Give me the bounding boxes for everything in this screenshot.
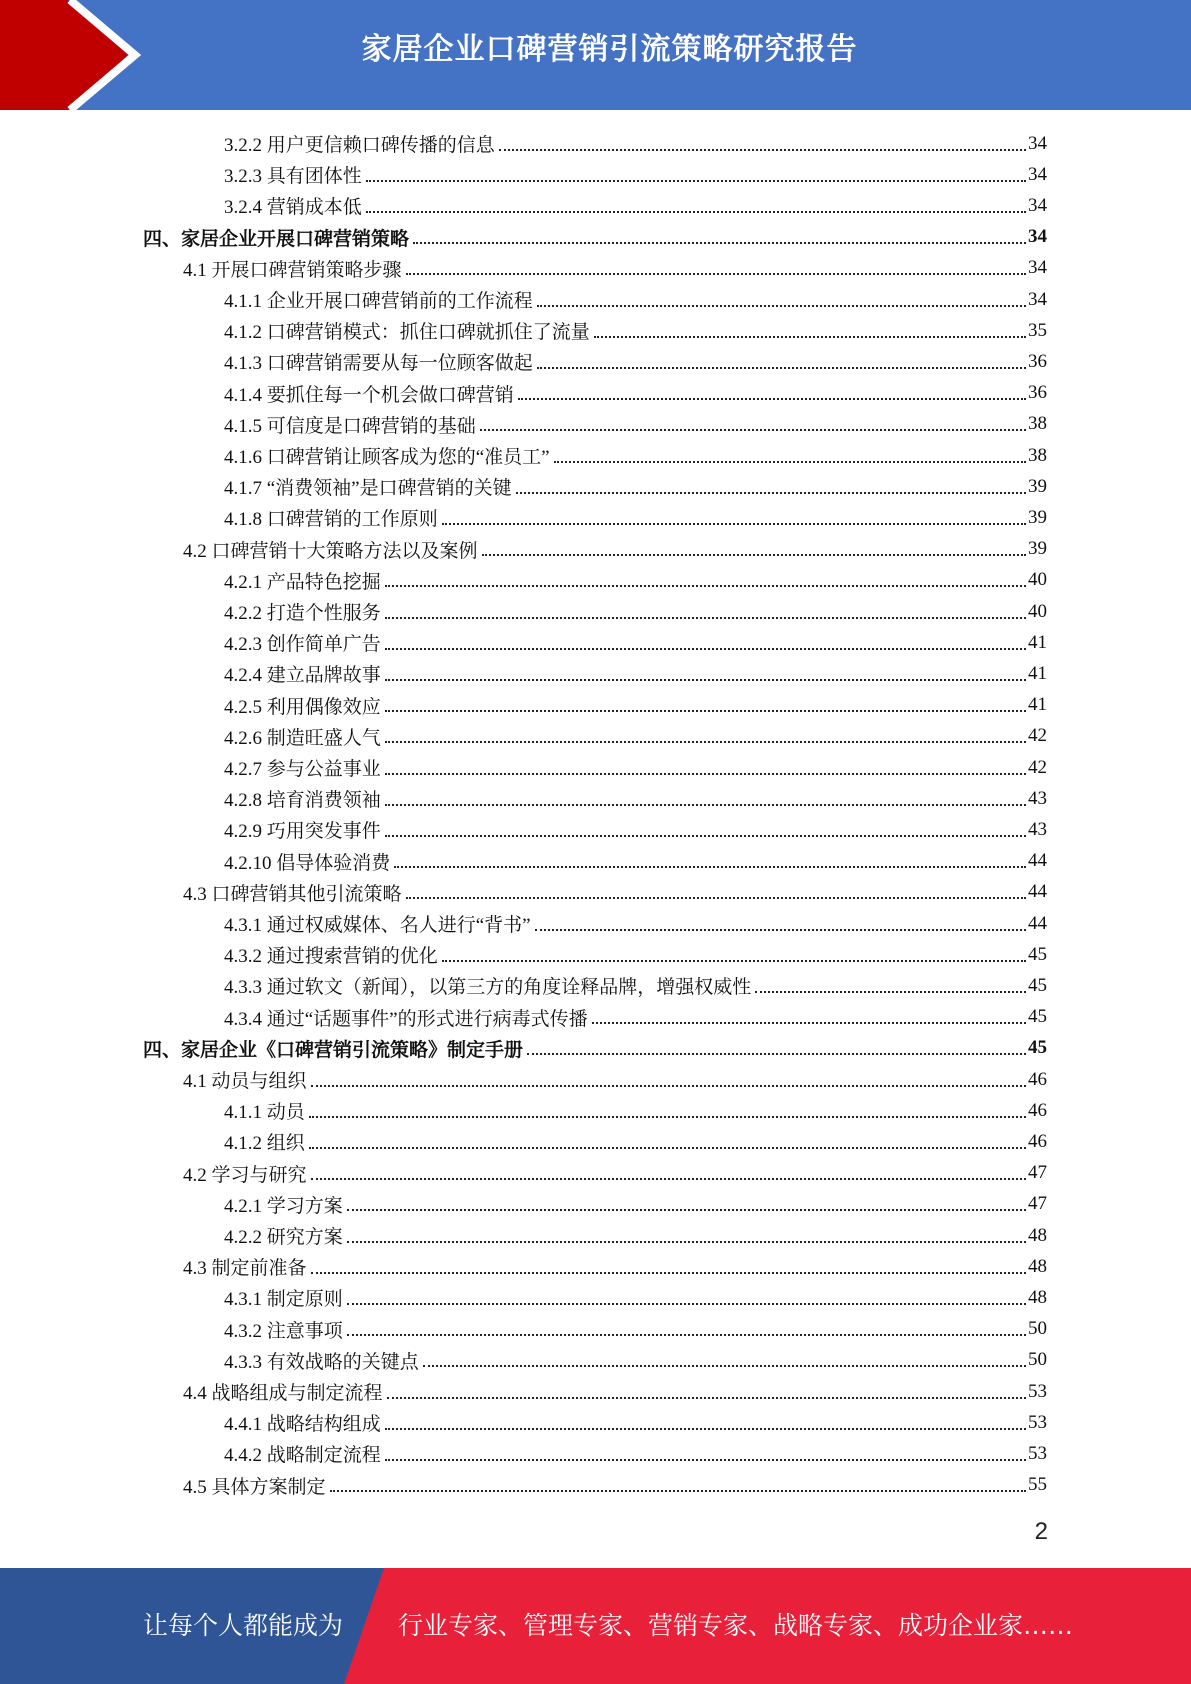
toc-entry[interactable] [224, 346, 1047, 377]
toc-entry[interactable] [224, 1189, 1047, 1220]
toc-entry-page: 39 [1028, 475, 1047, 497]
toc-entry-title: 4.2.8 培育消费领袖 [224, 790, 381, 812]
toc-dot-leader [423, 1365, 1026, 1367]
toc-entry[interactable] [224, 1345, 1047, 1376]
toc-dot-leader [385, 804, 1026, 806]
toc-entry-page: 50 [1028, 1349, 1047, 1371]
toc-entry[interactable] [224, 284, 1047, 315]
toc-entry[interactable] [224, 690, 1047, 721]
toc-entry[interactable] [143, 222, 1047, 253]
toc-entry-title: 4.3.1 通过权威媒体、名人进行“背书” [224, 915, 531, 936]
toc-entry-page: 45 [1028, 943, 1047, 965]
toc-entry-title: 4.2.7 参与公益事业 [224, 759, 381, 780]
toc-entry-title: 4.3.2 注意事项 [224, 1320, 343, 1342]
toc-entry[interactable] [224, 565, 1047, 596]
toc-dot-leader [442, 523, 1026, 525]
toc-entry[interactable] [224, 721, 1047, 752]
toc-entry-title: 4.1 开展口碑营销策略步骤 [183, 259, 402, 281]
toc-entry-page: 40 [1028, 600, 1047, 622]
toc-entry-page: 44 [1028, 881, 1047, 903]
toc-entry-title: 4.2.3 创作简单广告 [224, 634, 381, 656]
toc-entry-title: 四、家居企业开展口碑营销策略 [143, 228, 410, 250]
toc-dot-leader [385, 1428, 1026, 1430]
toc-entry[interactable] [224, 783, 1047, 814]
toc-entry-page: 45 [1028, 1037, 1047, 1059]
toc-dot-leader [518, 398, 1026, 400]
toc-entry-title: 3.2.4 营销成本低 [224, 197, 362, 219]
toc-entry-title: 4.3.2 通过搜索营销的优化 [224, 946, 438, 968]
footer-slogan-left: 让每个人都能成为 [143, 1611, 344, 1640]
toc-entry-title: 4.4 战略组成与制定流程 [183, 1383, 383, 1404]
toc-entry-page: 38 [1028, 444, 1047, 466]
toc-dot-leader [406, 273, 1026, 275]
toc-dot-leader [347, 1241, 1026, 1243]
toc-dot-leader [347, 1334, 1026, 1336]
toc-entry-page: 47 [1028, 1193, 1047, 1215]
toc-dot-leader [537, 305, 1026, 307]
toc-entry[interactable] [224, 409, 1047, 440]
toc-dot-leader [366, 180, 1026, 182]
toc-entry[interactable] [224, 596, 1047, 627]
toc-entry-page: 45 [1028, 974, 1047, 996]
toc-dot-leader [311, 1178, 1026, 1180]
toc-entry-title: 4.2 学习与研究 [183, 1164, 307, 1186]
toc-entry-title: 4.1.1 企业开展口碑营销前的工作流程 [224, 291, 533, 312]
toc-dot-leader [385, 741, 1026, 743]
toc-entry-page: 36 [1028, 382, 1047, 404]
toc-entry-title: 4.2.9 巧用突发事件 [224, 821, 381, 843]
toc-entry-title: 4.1.3 口碑营销需要从每一位顾客做起 [224, 353, 533, 375]
toc-entry-page: 36 [1028, 350, 1047, 372]
toc-entry-title: 4.4.2 战略制定流程 [224, 1445, 381, 1467]
toc-dot-leader [554, 461, 1026, 463]
toc-entry[interactable] [183, 1470, 1047, 1501]
toc-entry-title: 4.3.3 通过软文（新闻），以第三方的角度诠释品牌，增强权威性 [224, 977, 752, 999]
toc-entry-title: 4.1.5 可信度是口碑营销的基础 [224, 415, 476, 437]
toc-entry[interactable] [224, 1438, 1047, 1469]
toc-dot-leader [537, 367, 1026, 369]
toc-entry-page: 53 [1028, 1442, 1047, 1464]
toc-entry[interactable] [224, 1002, 1047, 1033]
toc-entry[interactable] [224, 471, 1047, 502]
toc-entry-page: 34 [1028, 163, 1047, 185]
toc-dot-leader [347, 1209, 1026, 1211]
toc-entry-page: 39 [1028, 506, 1047, 528]
toc-entry-title: 4.2.5 利用偶像效应 [224, 696, 381, 718]
toc-entry[interactable] [183, 253, 1047, 284]
toc-entry-title: 4.1 动员与组织 [183, 1071, 307, 1092]
toc-entry-title: 4.1.1 动员 [224, 1102, 305, 1124]
toc-entry-page: 43 [1028, 818, 1047, 840]
toc-dot-leader [385, 585, 1026, 587]
toc-entry-page: 55 [1028, 1474, 1047, 1496]
toc-entry-page: 42 [1028, 725, 1047, 747]
toc-dot-leader [516, 492, 1026, 494]
toc-entry-title: 4.1.4 要抓住每一个机会做口碑营销 [224, 384, 514, 406]
toc-dot-leader [385, 617, 1026, 619]
toc-entry-title: 4.2.2 打造个性服务 [224, 603, 381, 624]
toc-entry-title: 4.1.2 组织 [224, 1133, 305, 1155]
toc-dot-leader [385, 835, 1026, 837]
toc-entry-page: 46 [1028, 1130, 1047, 1152]
document-title: 家居企业口碑营销引流策略研究报告 [361, 32, 858, 67]
toc-entry-title: 4.2.1 学习方案 [224, 1195, 343, 1217]
toc-entry[interactable] [183, 1064, 1047, 1095]
toc-entry-page: 47 [1028, 1162, 1047, 1184]
toc-entry[interactable] [224, 627, 1047, 658]
toc-entry[interactable] [224, 1282, 1047, 1313]
toc-entry[interactable] [183, 1376, 1047, 1407]
toc-entry-title: 4.3 制定前准备 [183, 1258, 307, 1280]
toc-entry-page: 41 [1028, 631, 1047, 653]
toc-entry-title: 4.2.4 建立品牌故事 [224, 665, 381, 687]
toc-entry[interactable] [143, 1033, 1047, 1064]
toc-entry-page: 48 [1028, 1286, 1047, 1308]
toc-entry-page: 41 [1028, 662, 1047, 684]
toc-dot-leader [394, 866, 1026, 868]
toc-dot-leader [309, 1116, 1026, 1118]
toc-dot-leader [442, 960, 1026, 962]
toc-dot-leader [311, 1272, 1026, 1274]
toc-dot-leader [385, 679, 1026, 681]
toc-dot-leader [592, 1022, 1026, 1024]
toc-entry[interactable] [224, 970, 1047, 1001]
toc-entry-title: 4.2 口碑营销十大策略方法以及案例 [183, 540, 478, 562]
toc-entry[interactable] [224, 658, 1047, 689]
toc-entry[interactable] [224, 1095, 1047, 1126]
toc-entry-page: 44 [1028, 850, 1047, 872]
toc-dot-leader [499, 149, 1026, 151]
toc-entry-page: 44 [1028, 912, 1047, 934]
toc-entry-title: 4.1.7 “消费领袖”是口碑营销的关键 [224, 478, 512, 500]
toc-entry-page: 34 [1028, 226, 1047, 248]
toc-dot-leader [330, 1490, 1026, 1492]
toc-entry[interactable] [224, 128, 1047, 159]
toc-entry[interactable] [224, 1314, 1047, 1345]
toc-dot-leader [385, 648, 1026, 650]
toc-entry[interactable] [183, 1158, 1047, 1189]
toc-entry[interactable] [224, 814, 1047, 845]
toc-entry-page: 42 [1028, 756, 1047, 778]
toc-entry-title: 4.3 口碑营销其他引流策略 [183, 883, 402, 905]
toc-dot-leader [366, 211, 1026, 213]
toc-entry-page: 48 [1028, 1224, 1047, 1246]
toc-entry-title: 4.2.2 研究方案 [224, 1227, 343, 1248]
toc-entry-page: 39 [1028, 538, 1047, 560]
toc-entry-title: 3.2.3 具有团体性 [224, 166, 362, 188]
toc-entry-title: 4.3.1 制定原则 [224, 1289, 343, 1311]
footer-slogan-right: 行业专家、管理专家、营销专家、战略专家、成功企业家…… [398, 1611, 1074, 1640]
toc-entry-title: 4.2.6 制造旺盛人气 [224, 727, 381, 749]
toc-entry[interactable] [183, 877, 1047, 908]
toc-entry-title: 4.2.1 产品特色挖掘 [224, 571, 381, 593]
toc-entry[interactable] [183, 534, 1047, 565]
toc-entry[interactable] [224, 1220, 1047, 1251]
toc-dot-leader [309, 1147, 1026, 1149]
toc-entry[interactable] [224, 908, 1047, 939]
toc-dot-leader [535, 929, 1026, 931]
toc-entry[interactable] [224, 1126, 1047, 1157]
toc-entry-page: 48 [1028, 1255, 1047, 1277]
toc-entry-page: 41 [1028, 694, 1047, 716]
toc-entry[interactable] [224, 440, 1047, 471]
toc-entry[interactable] [224, 846, 1047, 877]
toc-entry[interactable] [183, 1251, 1047, 1282]
page-number: 2 [1034, 1518, 1048, 1545]
toc-entry-title: 4.3.3 有效战略的关键点 [224, 1351, 419, 1373]
toc-dot-leader [385, 710, 1026, 712]
toc-entry-page: 34 [1028, 288, 1047, 310]
toc-entry[interactable] [224, 752, 1047, 783]
toc-entry-page: 34 [1028, 257, 1047, 279]
toc-entry[interactable] [224, 190, 1047, 221]
toc-entry[interactable] [224, 378, 1047, 409]
toc-dot-leader [347, 1303, 1026, 1305]
toc-dot-leader [527, 1053, 1026, 1055]
toc-entry-page: 35 [1028, 319, 1047, 341]
toc-dot-leader [385, 1459, 1026, 1461]
toc-entry-title: 四、家居企业《口碑营销引流策略》制定手册 [143, 1039, 524, 1061]
toc-entry-title: 4.1.6 口碑营销让顾客成为您的“准员工” [224, 447, 550, 468]
toc-dot-leader [385, 773, 1026, 775]
toc-dot-leader [755, 991, 1026, 993]
toc-entry-title: 4.2.10 倡导体验消费 [224, 852, 391, 874]
toc-entry-page: 34 [1028, 132, 1047, 154]
toc-entry-page: 45 [1028, 1006, 1047, 1028]
toc-dot-leader [387, 1397, 1026, 1399]
toc-dot-leader [480, 429, 1026, 431]
toc-entry-page: 34 [1028, 194, 1047, 216]
toc-dot-leader [413, 242, 1026, 244]
toc-entry-page: 38 [1028, 413, 1047, 435]
toc-entry-title: 3.2.2 用户更信赖口碑传播的信息 [224, 135, 495, 156]
toc-entry-title: 4.5 具体方案制定 [183, 1476, 326, 1498]
toc-entry-title: 4.1.2 口碑营销模式：抓住口碑就抓住了流量 [224, 322, 590, 344]
toc-dot-leader [311, 1085, 1026, 1087]
toc-dot-leader [482, 554, 1026, 556]
toc-entry-page: 53 [1028, 1411, 1047, 1433]
page-footer [0, 1568, 1191, 1684]
toc-entry[interactable] [224, 159, 1047, 190]
toc-entry-title: 4.3.4 通过“话题事件”的形式进行病毒式传播 [224, 1008, 588, 1030]
toc-entry[interactable] [224, 939, 1047, 970]
toc-dot-leader [594, 336, 1026, 338]
toc-entry-page: 46 [1028, 1099, 1047, 1121]
toc-entry-page: 46 [1028, 1068, 1047, 1090]
toc-entry[interactable] [224, 1407, 1047, 1438]
toc-entry-page: 43 [1028, 787, 1047, 809]
toc-entry-page: 50 [1028, 1318, 1047, 1340]
toc-entry-page: 53 [1028, 1380, 1047, 1402]
page-header [0, 0, 1191, 110]
toc-dot-leader [406, 897, 1026, 899]
toc-entry[interactable] [224, 502, 1047, 533]
toc-entry-title: 4.4.1 战略结构组成 [224, 1414, 381, 1436]
toc-entry[interactable] [224, 315, 1047, 346]
toc-entry-page: 40 [1028, 569, 1047, 591]
toc-entry-title: 4.1.8 口碑营销的工作原则 [224, 509, 438, 531]
